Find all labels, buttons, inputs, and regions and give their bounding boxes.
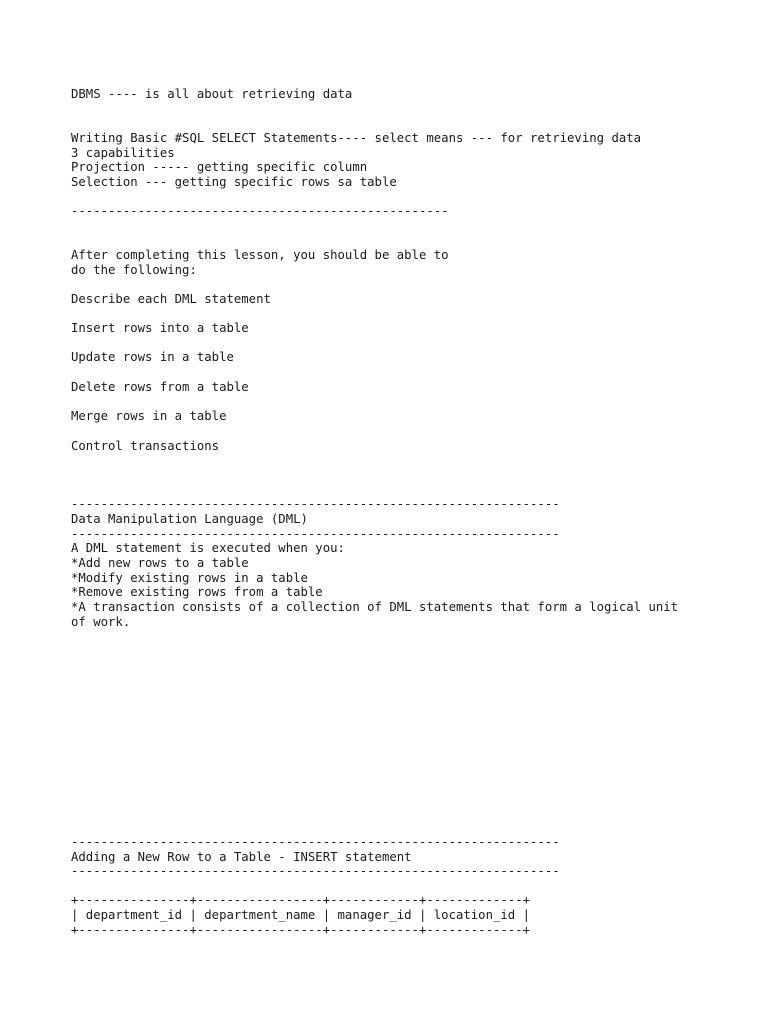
- intro-line: DBMS ---- is all about retrieving data: [71, 87, 353, 101]
- table-border: +---------------+-----------------+------------+-------------+: [71, 893, 531, 907]
- divider-short: ---------------------------------------------------: [71, 204, 449, 218]
- dml-heading: Data Manipulation Language (DML): [71, 512, 308, 526]
- table-header-row: | department_id | department_name | manager_id | location_id |: [71, 908, 531, 922]
- dml-line: *Modify existing rows in a table: [71, 571, 308, 585]
- dml-line: A DML statement is executed when you:: [71, 541, 345, 555]
- select-line-3: Projection ----- getting specific column: [71, 160, 368, 174]
- objective-item: Control transactions: [71, 439, 220, 453]
- select-line-2: 3 capabilities: [71, 146, 175, 160]
- divider-long: ------------------------------------------------------------------: [71, 864, 560, 878]
- objective-item: Delete rows from a table: [71, 380, 249, 394]
- dml-line: *Remove existing rows from a table: [71, 585, 323, 599]
- divider-long: ------------------------------------------------------------------: [71, 497, 560, 511]
- select-line-4: Selection --- getting specific rows sa table: [71, 175, 397, 189]
- objective-item: Describe each DML statement: [71, 292, 271, 306]
- dml-line: *Add new rows to a table: [71, 556, 249, 570]
- objective-item: Insert rows into a table: [71, 321, 249, 335]
- objective-item: Merge rows in a table: [71, 409, 227, 423]
- dml-line: *A transaction consists of a collection of DML statements that form a logical unit: [71, 600, 679, 614]
- select-line-1: Writing Basic #SQL SELECT Statements---- select means --- for retrieving data: [71, 131, 642, 145]
- divider-long: ------------------------------------------------------------------: [71, 527, 560, 541]
- insert-heading: Adding a New Row to a Table - INSERT statement: [71, 850, 412, 864]
- objectives-intro-line-2: do the following:: [71, 263, 197, 277]
- divider-long: ------------------------------------------------------------------: [71, 835, 560, 849]
- table-border: +---------------+-----------------+------------+-------------+: [71, 923, 531, 937]
- objectives-intro-line-1: After completing this lesson, you should be able to: [71, 248, 449, 262]
- objective-item: Update rows in a table: [71, 350, 234, 364]
- dml-line: of work.: [71, 615, 131, 629]
